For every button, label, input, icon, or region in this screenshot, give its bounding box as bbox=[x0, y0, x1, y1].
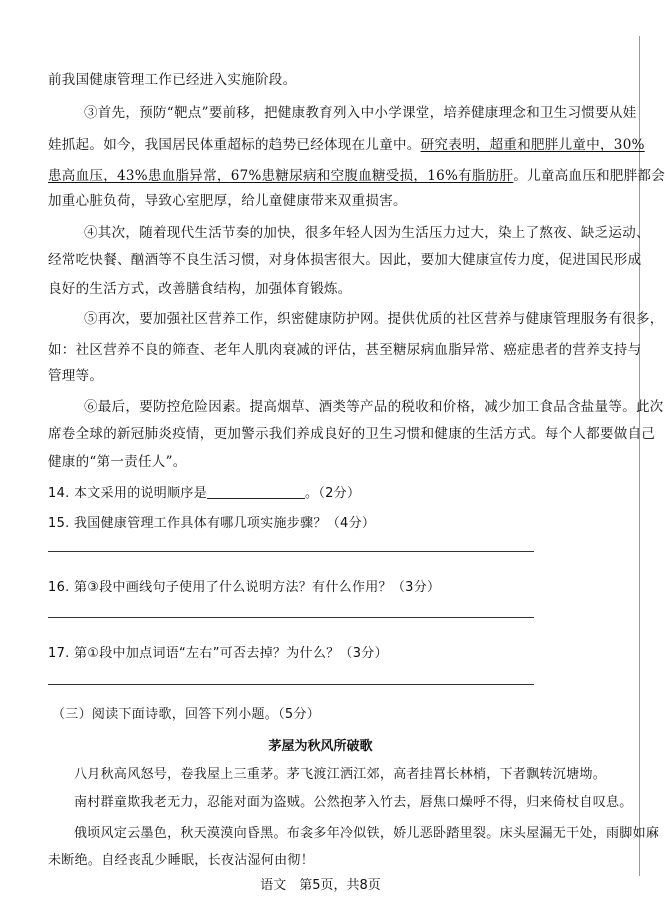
question-points: 。（2分） bbox=[305, 486, 361, 501]
poem-line: 俄顷风定云墨色，秋天漠漠向昏黑。布衾多年冷似铁，娇儿恶卧踏里裂。床头屋漏无干处，雨脚如麻 bbox=[74, 826, 660, 841]
question-15: 15. 我国健康管理工作具体有哪几项实施步骤？（4分） bbox=[48, 516, 376, 531]
question-16: 16. 第③段中画线句子使用了什么说明方法？有什么作用？（3分） bbox=[48, 580, 441, 595]
page-footer: 语文 第5页，共8页 bbox=[260, 878, 381, 893]
answer-line-17[interactable] bbox=[48, 684, 534, 685]
poem-title: 茅屋为秋风所破歌 bbox=[268, 739, 373, 754]
article-paragraph-3: ③首先，预防“靶点”要前移，把健康教育列入中小学课堂，培养健康理念和卫生习惯要从娃 bbox=[84, 105, 637, 121]
article-paragraph-line bbox=[48, 133, 645, 153]
article-paragraph-6: ⑥最后，要防控危险因素。提高烟草、酒类等产品的税收和价格，减少加工食品含盐量等。此次 bbox=[84, 399, 664, 415]
section-3-heading: （三）阅读下面诗歌，回答下列小题。（5分） bbox=[52, 707, 321, 722]
article-paragraph-line: 经常吃快餐、酗酒等不良生活习惯，对身体损害很大。因此，要加大健康宣传力度，促进国民形成 bbox=[48, 252, 642, 268]
question-17: 17. 第①段中加点词语“左右”可否去掉？为什么？（3分） bbox=[48, 646, 388, 661]
article-paragraph-line: 健康的“第一责任人”。 bbox=[48, 454, 187, 470]
answer-blank-14[interactable] bbox=[207, 486, 305, 499]
answer-line-15[interactable] bbox=[48, 551, 534, 552]
article-paragraph-line: 如：社区营养不良的筛查、老年人肌肉衰减的评估，甚至糖尿病血脂异常、癌症患者的营养支持与 bbox=[48, 342, 642, 358]
poem-line: 南村群童欺我老无力，忍能对面为盗贼。公然抱茅入竹去，唇焦口燥呼不得，归来倚杖自叹息。 bbox=[74, 795, 633, 810]
article-paragraph-line: 加重心脏负荷，导致心室肥厚，给儿童健康带来双重损害。 bbox=[48, 193, 407, 209]
article-paragraph-5: ⑤再次，要加强社区营养工作，织密健康防护网。提供优质的社区营养与健康管理服务有很多， bbox=[84, 311, 664, 327]
article-paragraph-line: 良好的生活方式，改善膳食结构，加强体育锻炼。 bbox=[48, 281, 352, 297]
underlined-sentence: 研究表明，超重和肥胖儿童中，30% bbox=[420, 137, 645, 153]
answer-line-16[interactable] bbox=[48, 617, 534, 618]
poem-line: 未断绝。自经丧乱少睡眠，长夜沾湿何由彻！ bbox=[48, 853, 315, 868]
poem-line: 八月秋高风怒号，卷我屋上三重茅。茅飞渡江洒江郊，高者挂罥长林梢，下者飘转沉塘坳。 bbox=[74, 767, 607, 782]
question-14 bbox=[48, 482, 360, 501]
paragraph-text: 。儿童高血压和肥胖都会 bbox=[513, 168, 665, 184]
article-paragraph-line: 前我国健康管理工作已经进入实施阶段。 bbox=[48, 72, 297, 88]
underlined-sentence: 患高血压，43%患血脂异常，67%患糖尿病和空腹血糖受损，16%有脂肪肝 bbox=[48, 168, 514, 184]
question-text: 14. 本文采用的说明顺序是 bbox=[48, 486, 208, 501]
article-paragraph-line bbox=[48, 164, 665, 184]
article-paragraph-4: ④其次，随着现代生活节奏的加快，很多年轻人因为生活压力过大，染上了熬夜、缺乏运动、 bbox=[84, 225, 650, 241]
article-paragraph-line: 管理等。 bbox=[48, 368, 104, 384]
paragraph-text: 娃抓起。如今，我国居民体重超标的趋势已经体现在儿童中。 bbox=[48, 137, 421, 153]
article-paragraph-line: 席卷全球的新冠肺炎疫情，更加警示我们养成良好的卫生习惯和健康的生活方式。每个人都要做自己 bbox=[48, 426, 656, 442]
